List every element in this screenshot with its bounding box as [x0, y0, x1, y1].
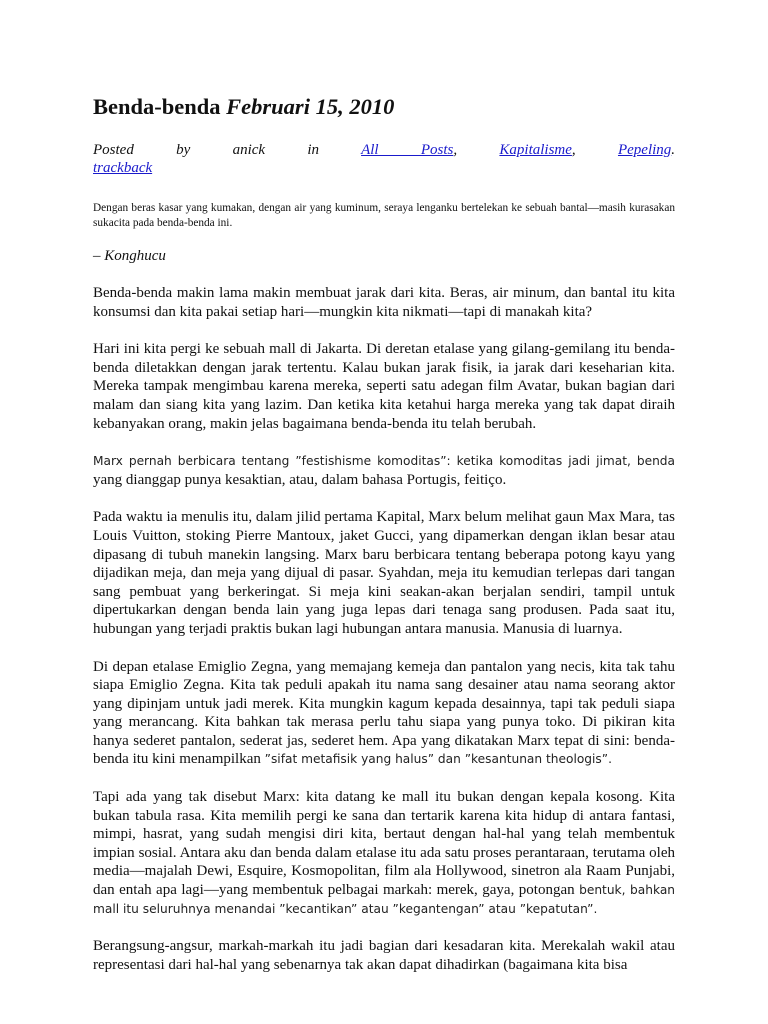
post-meta: Posted by anick in All Posts, Kapitalisme, Pepeling.: [93, 142, 675, 158]
paragraph-4: Pada waktu ia menulis itu, dalam jilid pertama Kapital, Marx belum melihat gaun Max Mara, tas Louis Vuitton, stoking Pierre Mantoux, jaket Gucci, yang dipamerkan dengan iklan besar atau dipasang di tubuh manekin langsing. Marx baru berbicara tentang beberapa potong kayu yang dijadikan meja, dan meja yang dijual di pasar. Syahdan, meja itu kemudian terlepas dari tangan sang pembuat yang berkeringat. Si meja kini seakan-akan berjalan sendiri, tampil untuk dipertukarkan dengan benda lain yang juga lepas dari tenaga sang produsen. Pada saat itu, hubungan yang terjadi praktis bukan lagi hubungan antara manusia. Manusia di luarnya.: [93, 509, 675, 637]
category-link-kapitalisme[interactable]: Kapitalisme: [499, 142, 572, 158]
trackback-row: [93, 159, 675, 177]
in-label: in: [307, 142, 320, 158]
post-date: Februari 15, 2010: [226, 94, 395, 119]
paragraph-5-sans-text: ”sifat metafisik yang halus” dan ”kesantunan theologis”.: [264, 752, 612, 767]
category-link-pepeling[interactable]: Pepeling: [617, 142, 672, 158]
paragraph-5-text: Di depan etalase Emiglio Zegna, yang memajang kemeja dan pantalon yang necis, kita tak tahu siapa Emiglio Zegna. Kita tak peduli apakah itu nama sang desainer atau nama seorang aktor yang dipinjam untuk jadi merek. Kita mungkin kagum kepada desainnya, tapi tak peduli siapa yang merancang. Kita bahkan tak merasa perlu tahu siapa yang punya toko. Di pikiran kita hanya sederet pantalon, sederat jas, sederet hem. Apa yang dikatakan Marx tepat di sini: benda-benda itu kini menampilkan: [93, 658, 675, 768]
paragraph-6-text: Tapi ada yang tak disebut Marx: kita datang ke mall itu bukan dengan kepala kosong. Kita bukan tabula rasa. Kita memilih pergi ke sana dan tertarik karena kita hidup di antara fantasi, mimpi, hasrat, yang sudah mengisi diri kita, bertaut dengan hal-hal yang telah membentuk impian sosial. Antara aku dan benda dalam etalase itu ada satu proses perantaraan, terutama oleh media—majalah Dewi, Esquire, Kosmopolitan, film ala Hollywood, sinetron ala Raam Punjabi, dan entah apa lagi—yang membentuk pelbagai markah: merek, gaya, potongan: [93, 789, 675, 899]
post-author: anick: [232, 142, 266, 158]
post-title: [93, 92, 675, 122]
by-label: by: [176, 142, 191, 158]
paragraph-3: [93, 452, 675, 489]
paragraph-7: Berangsung-angsur, markah-markah itu jadi bagian dari kesadaran kita. Merekalah wakil atau representasi dari hal-hal yang sebenarnya tak akan dapat dihadirkan (bagaimana kita bisa: [93, 938, 675, 973]
paragraph-6-sans-text: bentuk, bahkan mall itu seluruhnya menandai ”kecantikan” atau ”kegantengan” atau ”kepatutan”.: [93, 883, 676, 916]
posted-label: Posted: [93, 142, 134, 158]
epigraph: Dengan beras kasar yang kumakan, dengan air yang kuminum, seraya lenganku bertelekan ke sebuah bantal—masih kurasakan sukacita pada benda-benda ini.: [93, 202, 675, 229]
paragraph-2: Hari ini kita pergi ke sebuah mall di Jakarta. Di deretan etalase yang gilang-gemilang itu benda-benda diletakkan dengan jarak tertentu. Kalau bukan jarak fisik, ia jarak dari keseharian kita. Mereka tampak mengimbau karena mereka, seperti satu adegan film Avatar, bukan bagian dari malam dan siang kita yang lazim. Dan ketika kita ketahui harga mereka yang tak dapat diraih kebanyakan orang, makin jelas bagaimana benda-benda itu telah berubah.: [93, 341, 675, 432]
category-link-all-posts[interactable]: All Posts: [361, 142, 454, 158]
paragraph-3-sans-text: Marx pernah berbicara tentang ”festishisme komoditas”: ketika komoditas jadi jimat, benda: [93, 454, 675, 469]
paragraph-3-text: yang dianggap punya kesaktian, atau, dalam bahasa Portugis, feitiço.: [93, 471, 507, 488]
epigraph-attribution: – Konghucu: [93, 248, 166, 264]
blog-post: [93, 92, 675, 993]
paragraph-1: Benda-benda makin lama makin membuat jarak dari kita. Beras, air minum, dan bantal itu kita konsumsi dan kita pakai setiap hari—mungkin kita nikmati—tapi di manakah kita?: [93, 285, 675, 320]
trackback-link[interactable]: trackback: [93, 160, 153, 176]
paragraph-6: [93, 788, 675, 918]
post-title-text: Benda-benda: [93, 94, 221, 119]
paragraph-5: [93, 658, 675, 770]
